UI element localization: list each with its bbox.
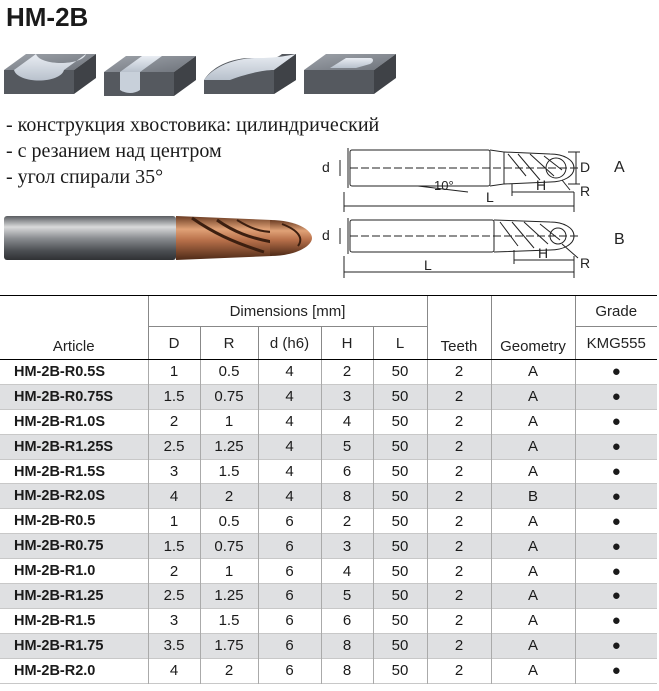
cell-D: 4: [148, 658, 200, 683]
slot-shape-icon: [104, 56, 196, 96]
cell-grade: ●: [575, 434, 657, 459]
cell-geometry: A: [491, 584, 575, 609]
cell-teeth: 2: [427, 534, 491, 559]
cell-geometry: A: [491, 608, 575, 633]
cell-L: 50: [373, 559, 427, 584]
cell-article: HM-2B-R1.0S: [14, 413, 106, 430]
cell-D: 2: [148, 559, 200, 584]
table-row: [0, 459, 657, 484]
cell-L: 50: [373, 434, 427, 459]
cell-H: 4: [321, 559, 373, 584]
machining-shapes: [0, 40, 400, 100]
cell-D: 1: [148, 509, 200, 534]
cell-geometry: A: [491, 633, 575, 658]
dim-R-a: R: [580, 183, 591, 199]
cell-R: 0.5: [200, 360, 258, 385]
cell-L: 50: [373, 360, 427, 385]
cell-grade: ●: [575, 534, 657, 559]
dim-L-b: L: [424, 257, 432, 273]
cell-article: HM-2B-R1.5S: [14, 463, 106, 480]
cell-d: 6: [258, 608, 321, 633]
cell-grade: ●: [575, 584, 657, 609]
cell-grade: ●: [575, 658, 657, 683]
cell-H: 8: [321, 633, 373, 658]
cell-grade: ●: [575, 459, 657, 484]
cell-teeth: 2: [427, 608, 491, 633]
spec-item: - конструкция хвостовика: цилиндрический: [6, 114, 380, 136]
cell-geometry: A: [491, 459, 575, 484]
cell-grade: ●: [575, 559, 657, 584]
cell-D: 1.5: [148, 384, 200, 409]
cell-R: 2: [200, 658, 258, 683]
cell-grade: ●: [575, 484, 657, 509]
cell-H: 8: [321, 658, 373, 683]
cell-R: 1: [200, 409, 258, 434]
table-row: [0, 434, 657, 459]
cell-L: 50: [373, 509, 427, 534]
cell-H: 6: [321, 608, 373, 633]
cell-L: 50: [373, 658, 427, 683]
cell-R: 2: [200, 484, 258, 509]
cell-H: 8: [321, 484, 373, 509]
cell-d: 6: [258, 534, 321, 559]
table-row: [0, 534, 657, 559]
cell-grade: ●: [575, 360, 657, 385]
cell-article: HM-2B-R2.0S: [0, 484, 148, 509]
cell-geometry: A: [491, 384, 575, 409]
cell-d: 4: [258, 409, 321, 434]
cell-geometry: A: [491, 534, 575, 559]
table-row: [0, 509, 657, 534]
cell-L: 50: [373, 608, 427, 633]
cell-H: 5: [321, 584, 373, 609]
cell-R: 1.25: [200, 434, 258, 459]
cell-L: 50: [373, 584, 427, 609]
cell-geometry: A: [491, 559, 575, 584]
cell-d: 4: [258, 384, 321, 409]
cell-geometry: A: [491, 434, 575, 459]
cell-L: 50: [373, 384, 427, 409]
cell-article: HM-2B-R1.25: [0, 584, 148, 609]
cell-geometry: A: [491, 509, 575, 534]
cell-d: 6: [258, 633, 321, 658]
cell-H: 4: [321, 409, 373, 434]
table-row: [0, 658, 657, 683]
cell-geometry: A: [491, 658, 575, 683]
cell-D: 2.5: [148, 584, 200, 609]
col-grade-code: KMG555: [575, 327, 657, 360]
cell-H: 3: [321, 534, 373, 559]
cell-H: 6: [321, 459, 373, 484]
cell-D: 2.5: [148, 434, 200, 459]
table-row: [0, 608, 657, 633]
cell-H: 2: [321, 509, 373, 534]
cell-R: 1.5: [200, 459, 258, 484]
cell-d: 6: [258, 559, 321, 584]
cell-L: 50: [373, 484, 427, 509]
table-row: [0, 384, 657, 409]
cell-D: 3: [148, 608, 200, 633]
cell-D: 3.5: [148, 633, 200, 658]
cell-teeth: 2: [427, 509, 491, 534]
table-row: [0, 633, 657, 658]
dim-D-a: D: [580, 159, 591, 175]
cell-grade: ●: [575, 509, 657, 534]
cell-article: HM-2B-R1.0: [14, 563, 96, 580]
cell-teeth: 2: [427, 559, 491, 584]
table-row: [0, 409, 657, 434]
spec-item: - угол спирали 35°: [6, 166, 164, 188]
cell-D: 1: [148, 360, 200, 385]
product-table: [0, 296, 657, 684]
table-row: [0, 559, 657, 584]
cell-article: HM-2B-R1.5: [14, 612, 96, 629]
cell-d: 6: [258, 509, 321, 534]
dim-L-a: L: [486, 189, 494, 205]
dim-R-b: R: [580, 255, 591, 271]
cell-R: 0.5: [200, 509, 258, 534]
cell-geometry: A: [491, 360, 575, 385]
cell-grade: ●: [575, 633, 657, 658]
cell-teeth: 2: [427, 384, 491, 409]
page-title: HM-2B: [6, 2, 89, 32]
cell-R: 0.75: [200, 534, 258, 559]
dim-H-a: H: [536, 177, 547, 193]
col-geometry: Geometry: [491, 296, 575, 360]
cell-H: 3: [321, 384, 373, 409]
cell-d: 4: [258, 360, 321, 385]
cell-grade: ●: [575, 384, 657, 409]
cell-d: 4: [258, 484, 321, 509]
col-D: D: [148, 327, 200, 360]
cell-H: 2: [321, 360, 373, 385]
cell-teeth: 2: [427, 633, 491, 658]
cell-d: 6: [258, 658, 321, 683]
cell-d: 4: [258, 459, 321, 484]
groove-shape-icon: [4, 54, 96, 94]
cell-R: 1: [200, 559, 258, 584]
col-article: Article: [0, 296, 148, 360]
variant-a-label: A: [614, 159, 625, 176]
cell-d: 4: [258, 434, 321, 459]
cell-D: 2: [148, 409, 200, 434]
cell-article: HM-2B-R1.75: [0, 633, 148, 658]
col-d: d (h6): [258, 327, 321, 360]
pocket-shape-icon: [304, 54, 396, 94]
cell-geometry: A: [491, 409, 575, 434]
dim-d-a: d: [322, 159, 330, 175]
col-teeth: Teeth: [427, 296, 491, 360]
spec-item: - с резанием над центром: [6, 140, 222, 162]
cell-R: 1.75: [200, 633, 258, 658]
cell-L: 50: [373, 459, 427, 484]
cell-L: 50: [373, 409, 427, 434]
cell-geometry: B: [491, 484, 575, 509]
helix-angle: 10°: [434, 178, 454, 193]
dim-d-b: d: [322, 227, 330, 243]
cell-L: 50: [373, 633, 427, 658]
cell-R: 0.75: [200, 384, 258, 409]
cell-teeth: 2: [427, 409, 491, 434]
cell-article: HM-2B-R0.5S: [14, 363, 106, 380]
dim-H-b: H: [538, 245, 549, 261]
technical-drawings: [318, 140, 659, 280]
cell-article: HM-2B-R0.75: [0, 534, 148, 559]
header-grade: Grade: [575, 296, 657, 327]
cell-d: 6: [258, 584, 321, 609]
col-R: R: [200, 327, 258, 360]
profile-shape-icon: [204, 54, 296, 94]
cell-teeth: 2: [427, 459, 491, 484]
table-row: [0, 584, 657, 609]
cell-D: 3: [148, 459, 200, 484]
cell-H: 5: [321, 434, 373, 459]
cell-teeth: 2: [427, 360, 491, 385]
table-row: [0, 484, 657, 509]
end-mill-photo: [2, 212, 320, 264]
cell-teeth: 2: [427, 584, 491, 609]
cell-grade: ●: [575, 409, 657, 434]
cell-teeth: 2: [427, 484, 491, 509]
cell-D: 1.5: [148, 534, 200, 559]
cell-article: HM-2B-R0.5: [14, 513, 96, 530]
cell-teeth: 2: [427, 658, 491, 683]
table-row: [0, 360, 657, 385]
cell-article: HM-2B-R0.75S: [0, 384, 148, 409]
header-dimensions: Dimensions [mm]: [148, 296, 427, 327]
col-H: H: [321, 327, 373, 360]
cell-article: HM-2B-R1.25S: [0, 434, 148, 459]
cell-L: 50: [373, 534, 427, 559]
cell-article: HM-2B-R2.0: [14, 662, 96, 679]
cell-R: 1.25: [200, 584, 258, 609]
cell-D: 4: [148, 484, 200, 509]
col-L: L: [373, 327, 427, 360]
cell-teeth: 2: [427, 434, 491, 459]
cell-grade: ●: [575, 608, 657, 633]
cell-R: 1.5: [200, 608, 258, 633]
variant-b-label: B: [614, 231, 625, 248]
